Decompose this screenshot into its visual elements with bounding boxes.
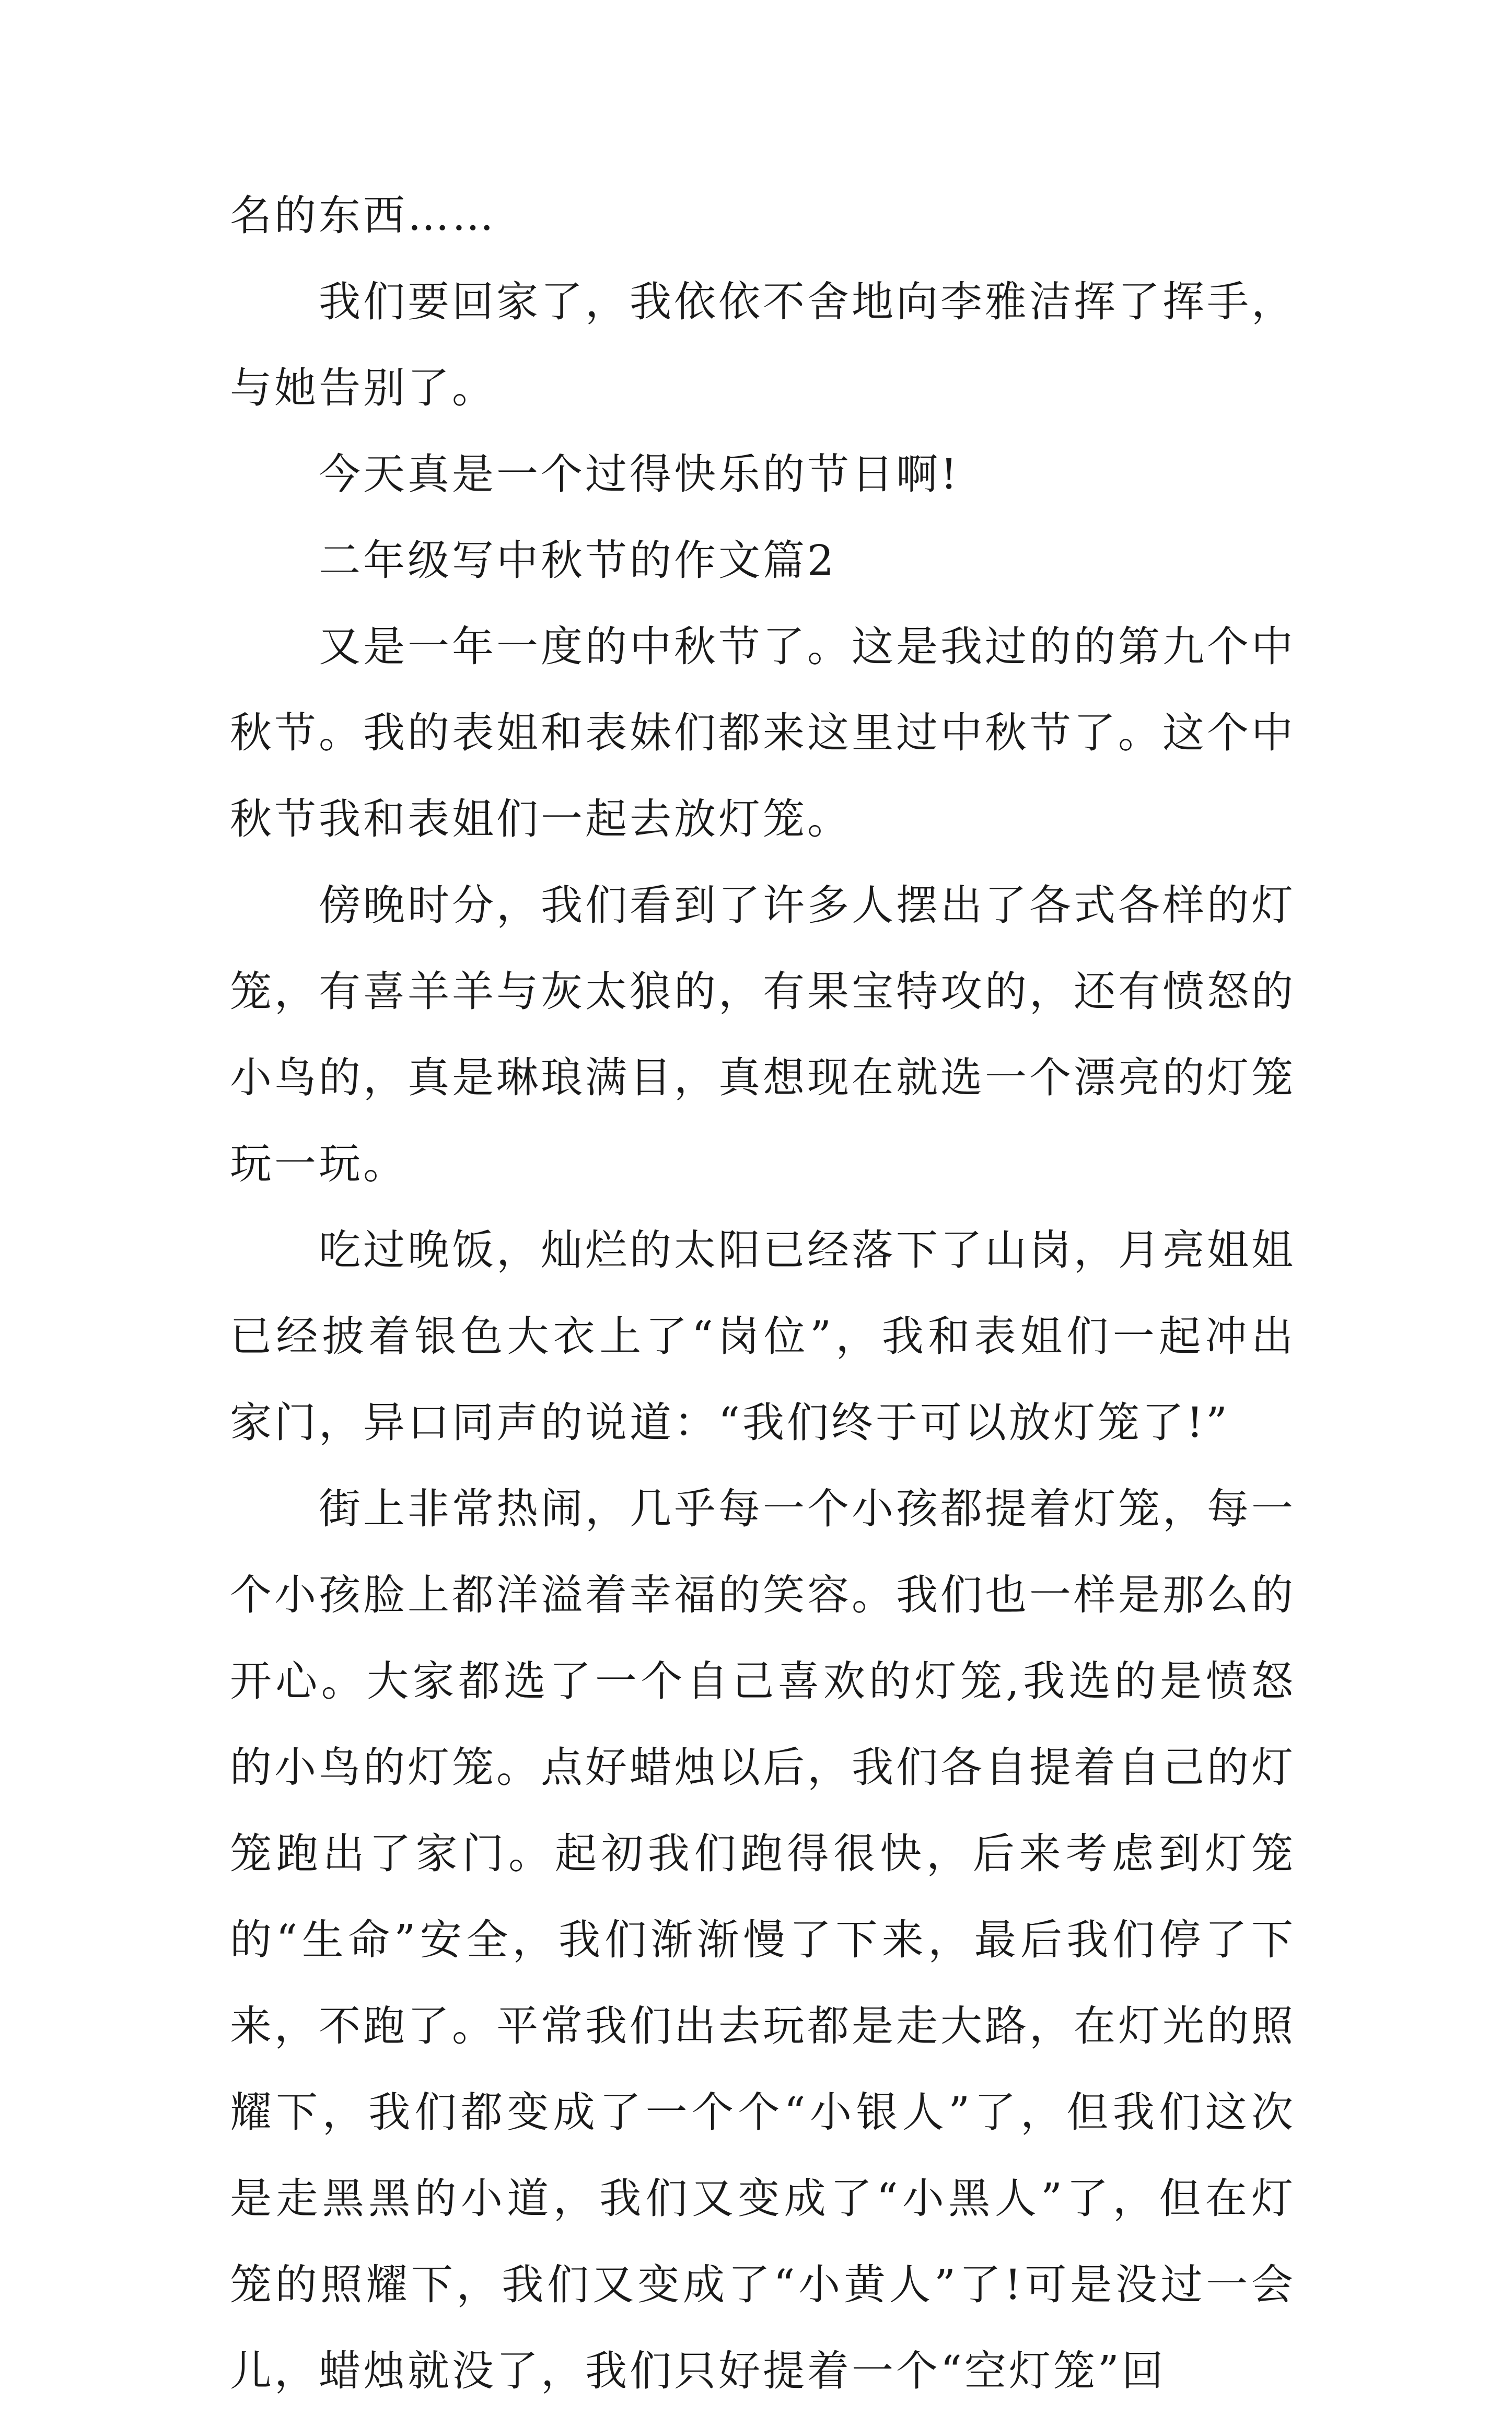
paragraph-street-scene: 街上非常热闹，几乎每一个小孩都提着灯笼，每一个小孩脸上都洋溢着幸福的笑容。我们也一样是那么的开心。大家都选了一个自己喜欢的灯笼,我选的是愤怒的小鸟的灯笼。点好蜡烛以后，我们各自提着自己的灯笼跑出了家门。起初我们跑得很快，后来考虑到灯笼的“生命”安全，我们渐渐慢了下来，最后我们停了下来，不跑了。平常我们出去玩都是走大路，在灯光的照耀下，我们都变成了一个个“小银人”了，但我们这次是走黑黑的小道，我们又变成了“小黑人”了，但在灯笼的照耀下，我们又变成了“小黄人”了!可是没过一会儿，蜡烛就没了，我们只好提着一个“空灯笼”回 (230, 1484, 1296, 2395)
document-body (230, 172, 1296, 2414)
paragraph-farewell: 我们要回家了，我依依不舍地向李雅洁挥了挥手，与她告别了。 (230, 277, 1296, 412)
paragraph-after-dinner: 吃过晚饭，灿烂的太阳已经落下了山岗，月亮姐姐已经披着银色大衣上了“岗位”，我和表姐们一起冲出家门，异口同声的说道：“我们终于可以放灯笼了!” (230, 1226, 1296, 1447)
essay-title: 二年级写中秋节的作文篇2 (319, 536, 836, 585)
paragraph-happy-day: 今天真是一个过得快乐的节日啊! (319, 450, 960, 498)
paragraph-mid-autumn-intro: 又是一年一度的中秋节了。这是我过的的第九个中秋节。我的表姐和表妹们都来这里过中秋节了。这个中秋节我和表姐们一起去放灯笼。 (230, 622, 1296, 843)
paragraph-lanterns-evening: 傍晚时分，我们看到了许多人摆出了各式各样的灯笼，有喜羊羊与灰太狼的，有果宝特攻的，还有愤怒的小鸟的，真是琳琅满目，真想现在就选一个漂亮的灯笼玩一玩。 (230, 881, 1296, 1188)
paragraph-continuation: 名的东西…… (230, 191, 496, 240)
